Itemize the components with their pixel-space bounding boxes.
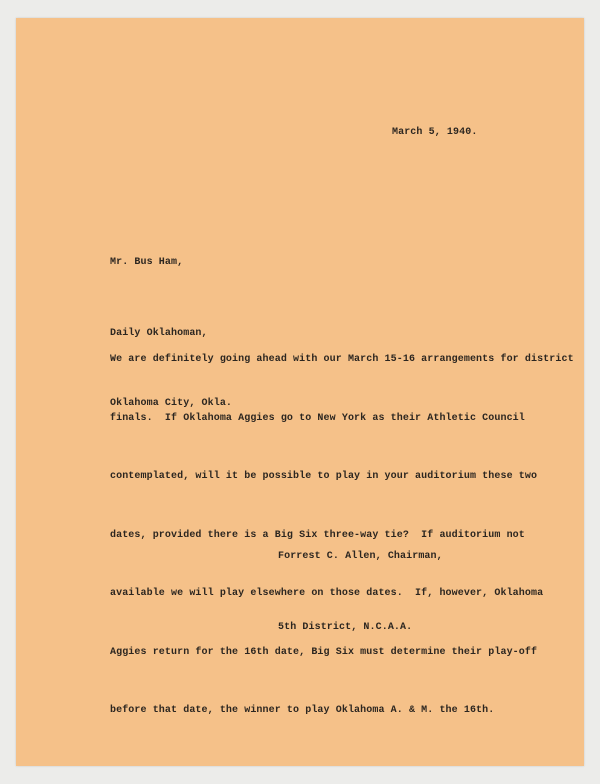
body-line: available we will play elsewhere on those dates. If, however, Oklahoma: [110, 588, 544, 599]
recipient-organization: Daily Oklahoman,: [110, 327, 208, 339]
body-line: contemplated, will it be possible to play in your auditorium these two: [110, 471, 538, 482]
body-line: before that date, the winner to play Oklahoma A. & M. the 16th.: [110, 705, 495, 716]
body-line: finals. If Oklahoma Aggies go to New York as their Athletic Council: [110, 412, 525, 424]
signature-district: 5th District, N.C.A.A.: [278, 621, 413, 633]
body-line: dates, provided there is a Big Six three-way tie? If auditorium not: [110, 529, 525, 541]
recipient-city: Oklahoma City, Okla.: [110, 398, 233, 409]
signature-name: Forrest C. Allen, Chairman,: [278, 551, 443, 562]
letter-date: March 5, 1940.: [392, 127, 478, 138]
body-line: Aggies return for the 16th date, Big Six must determine their play-off: [110, 646, 538, 658]
recipient-name: Mr. Bus Ham,: [110, 257, 184, 268]
body-line: We are definitely going ahead with our March 15-16 arrangements for district: [110, 354, 574, 365]
letter-page: [16, 18, 584, 766]
signature-block: [278, 498, 443, 686]
